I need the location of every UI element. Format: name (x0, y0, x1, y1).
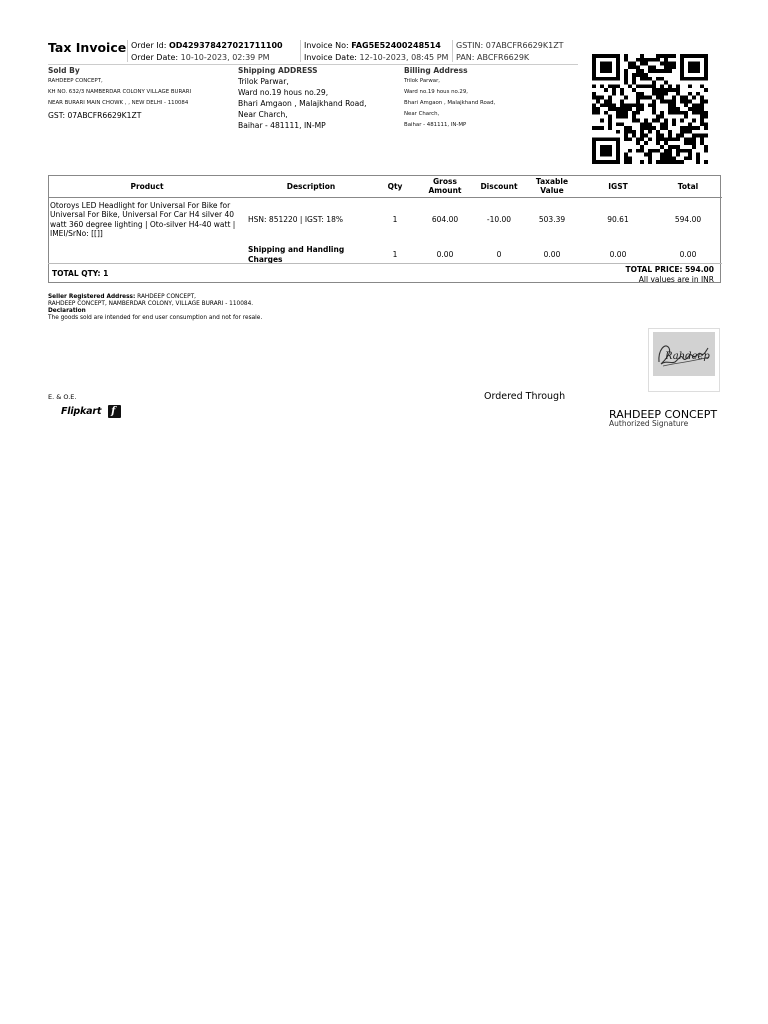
order-date-label: Order Date: (131, 53, 179, 62)
discount-cell: -10.00 (486, 215, 512, 224)
discount-cell: 0 (496, 249, 502, 259)
seller-registered-label: Seller Registered Address: (48, 294, 136, 300)
col-header-description: Description (246, 175, 376, 198)
product-cell (48, 198, 246, 242)
header-rule (48, 64, 578, 65)
declaration-text: The goods sold are intended for end user consumption and not for resale. (48, 315, 263, 321)
shipping-line: Near Charch, (238, 110, 288, 119)
seller-registered-value: RAHDEEP CONCEPT, (137, 294, 196, 300)
flipkart-wordmark: Flipkart (61, 406, 102, 417)
total-cell: 594.00 (674, 215, 702, 224)
billing-line: Ward no.19 hous no.29, (404, 89, 469, 95)
taxable-cell: 503.39 (538, 215, 566, 224)
col-header-product: Product (48, 175, 246, 198)
order-id: OD429378427021711100 (168, 41, 283, 50)
seller-registered-value: RAHDEEP CONCEPT, NAMBERDAR COLONY, VILLAGE BURARI - 110084. (48, 301, 254, 307)
currency-note: All values are in INR (638, 275, 714, 284)
flipkart-bag-icon: f (108, 405, 121, 418)
description-cell: Shipping and Handling Charges (248, 245, 345, 264)
shipping-section (238, 66, 367, 131)
sold-by-line: NEAR BURARI MAIN CHOWK , , NEW DELHI - 110084 (48, 100, 189, 106)
qty-cell: 1 (392, 215, 398, 224)
table-header-row (48, 175, 722, 198)
table-row (48, 198, 722, 242)
invoice-no: FAG5E52400248514 (351, 41, 441, 50)
billing-label: Billing Address (404, 66, 468, 75)
items-table (48, 175, 722, 268)
pan: PAN: ABCFR6629K (456, 53, 530, 62)
sold-by-gst: GST: 07ABCFR6629K1ZT (48, 111, 142, 120)
description-cell: HSN: 851220 | IGST: 18% (248, 215, 343, 224)
total-price: TOTAL PRICE: 594.00 (625, 265, 714, 274)
invoice-date: 12-10-2023, 08:45 PM (359, 53, 449, 62)
header-divider (452, 40, 453, 62)
igst-cell: 0.00 (609, 249, 627, 259)
totals-summary (626, 265, 714, 285)
header-divider (300, 40, 301, 62)
gross-cell: 0.00 (436, 249, 454, 259)
order-id-label: Order Id: (131, 41, 167, 50)
tax-ids (456, 40, 564, 64)
billing-line: Bhari Amgaon , Malajkhand Road, (404, 100, 496, 106)
product-imei: IMEI/SrNo: [[]] (50, 229, 103, 239)
col-header-qty: Qty (376, 175, 414, 198)
invoice-title: Tax Invoice (48, 40, 127, 55)
col-header-taxable: Taxable Value (522, 175, 582, 198)
billing-section (404, 66, 495, 131)
billing-line: Near Charch, (404, 111, 440, 117)
totals-rule (48, 263, 722, 264)
sold-by-line: RAHDEEP CONCEPT, (48, 78, 103, 84)
billing-line: Baihar - 481111, IN-MP (404, 122, 467, 128)
invoice-date-label: Invoice Date: (304, 53, 357, 62)
col-header-gross: Gross Amount (414, 175, 476, 198)
billing-line: Trilok Parwar, (404, 78, 441, 84)
shipping-line: Trilok Parwar, (238, 77, 289, 86)
col-header-discount: Discount (476, 175, 522, 198)
sold-by-label: Sold By (48, 66, 80, 75)
ordered-through: Ordered Through (484, 391, 566, 402)
sold-by-section (48, 66, 191, 120)
flipkart-logo (61, 405, 121, 418)
product-name: Otoroys LED Headlight for Universal For Bike for Universal For Bike, Universal For Car H4 silver 40 watt 360 degree lighting | Oto-silver H4-40 watt | (50, 200, 236, 229)
gross-cell: 604.00 (431, 215, 459, 224)
shipping-line: Ward no.19 hous no.29, (238, 88, 329, 97)
signature-script: Rahdeep (665, 351, 710, 362)
invoice-info (304, 40, 448, 64)
eoe-note: E. & O.E. (48, 393, 77, 401)
seller-registered-address (48, 294, 262, 322)
gstin: GSTIN: 07ABCFR6629K1ZT (456, 41, 564, 50)
sold-by-line: KH NO. 632/3 NAMBERDAR COLONY VILLAGE BURARI (48, 89, 192, 95)
invoice-no-label: Invoice No: (304, 41, 349, 50)
declaration-label: Declaration (48, 308, 86, 314)
shipping-label: Shipping ADDRESS (238, 66, 318, 75)
taxable-cell: 0.00 (543, 249, 561, 259)
qr-code (592, 54, 708, 164)
signature-role: Authorized Signature (609, 419, 689, 428)
qty-cell: 1 (392, 249, 398, 259)
shipping-line: Baihar - 481111, IN-MP (238, 121, 326, 130)
col-header-igst: IGST (582, 175, 654, 198)
total-cell: 0.00 (679, 249, 697, 259)
header-divider (127, 40, 128, 62)
order-date: 10-10-2023, 02:39 PM (180, 53, 270, 62)
shipping-line: Bhari Amgaon , Malajkhand Road, (238, 99, 367, 108)
signature-image (653, 332, 715, 376)
signature-company: RAHDEEP CONCEPT (609, 408, 718, 421)
total-qty: TOTAL QTY: 1 (52, 269, 109, 278)
col-header-total: Total (654, 175, 722, 198)
order-info (131, 40, 283, 64)
igst-cell: 90.61 (607, 215, 629, 224)
